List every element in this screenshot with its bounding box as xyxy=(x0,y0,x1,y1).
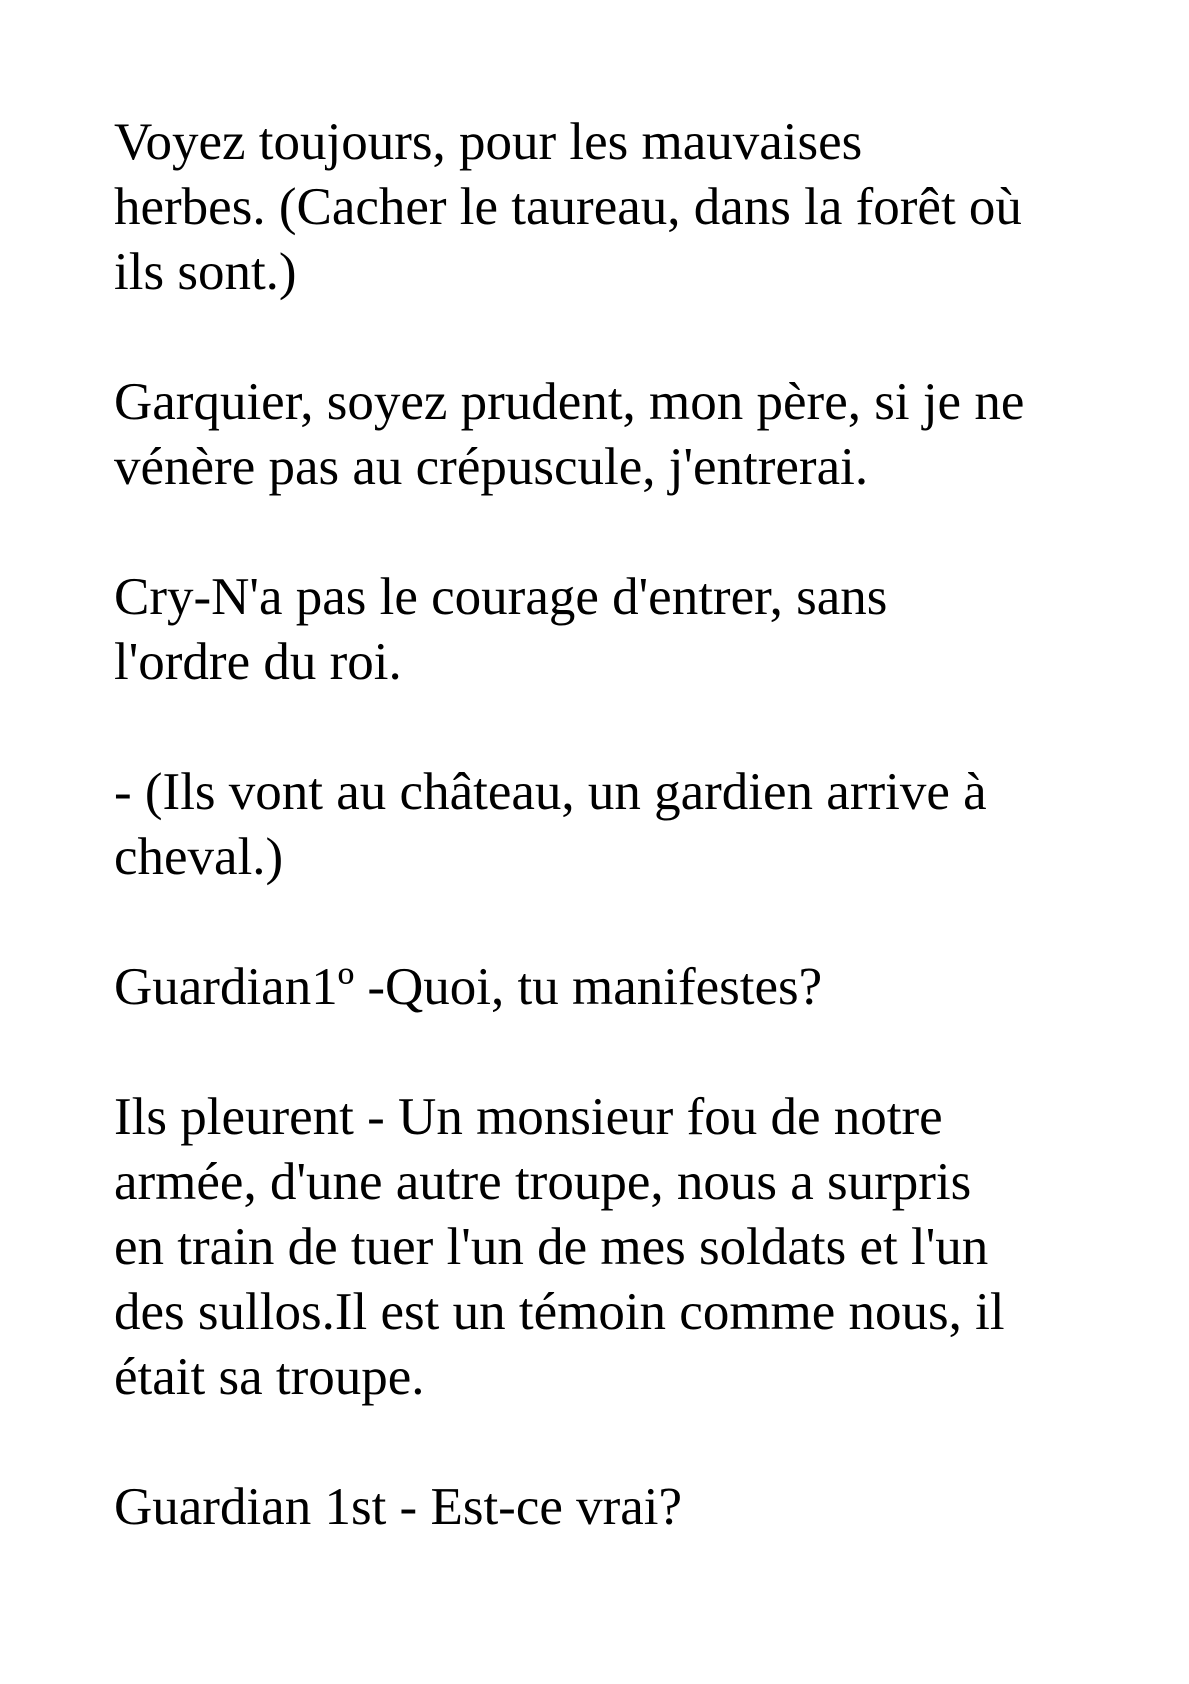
text-line: armée, d'une autre troupe, nous a surpris xyxy=(114,1153,972,1211)
paragraph-4 xyxy=(114,760,1114,890)
text-line: cheval.) xyxy=(114,828,284,886)
document-body xyxy=(114,110,1114,1605)
text-line: Guardian1º -Quoi, tu manifestes? xyxy=(114,958,823,1016)
paragraph-2 xyxy=(114,370,1114,500)
text-line: - (Ils vont au château, un gardien arrive à xyxy=(114,763,987,821)
text-line: l'ordre du roi. xyxy=(114,633,402,691)
paragraph-6 xyxy=(114,1085,1114,1410)
text-line: était sa troupe. xyxy=(114,1348,425,1406)
text-line: Voyez toujours, pour les mauvaises xyxy=(114,113,863,171)
text-line: ils sont.) xyxy=(114,243,297,301)
paragraph-1 xyxy=(114,110,1114,305)
text-line: Ils pleurent - Un monsieur fou de notre xyxy=(114,1088,943,1146)
text-line: Cry-N'a pas le courage d'entrer, sans xyxy=(114,568,888,626)
text-line: en train de tuer l'un de mes soldats et l'un xyxy=(114,1218,989,1276)
paragraph-3 xyxy=(114,565,1114,695)
text-line: vénère pas au crépuscule, j'entrerai. xyxy=(114,438,869,496)
text-line: Garquier, soyez prudent, mon père, si je ne xyxy=(114,373,1025,431)
paragraph-7 xyxy=(114,1475,1114,1540)
text-line: herbes. (Cacher le taureau, dans la forêt où xyxy=(114,178,1022,236)
text-line: Guardian 1st - Est-ce vrai? xyxy=(114,1478,683,1536)
text-line: des sullos.Il est un témoin comme nous, il xyxy=(114,1283,1005,1341)
paragraph-5 xyxy=(114,955,1114,1020)
